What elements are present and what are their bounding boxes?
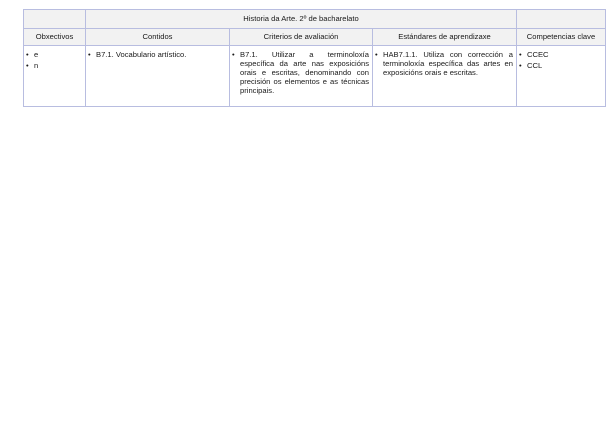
header-criteria: Criterios de avaliación <box>230 29 373 46</box>
table-title: Historia da Arte. 2º de bacharelato <box>86 10 517 29</box>
contents-list <box>88 50 226 59</box>
competences-cell <box>517 46 606 107</box>
competences-list <box>519 50 602 70</box>
list-item: • HAB7.1.1. Utiliza con corrección a terminoloxía específica das artes en exposicións orais e escritas. <box>375 50 513 77</box>
title-spacer-cell <box>24 10 86 29</box>
title-spacer-cell <box>517 10 606 29</box>
objectives-list <box>26 50 82 70</box>
list-item: • e <box>26 50 82 59</box>
list-item: • B7.1. Utilizar a terminoloxía específica da arte nas exposicións orais e escritas, denominando con precisión os elementos e as técnicas principais. <box>232 50 369 96</box>
criteria-cell <box>230 46 373 107</box>
curriculum-table <box>23 9 606 107</box>
header-row <box>24 29 606 46</box>
criteria-list <box>232 50 369 96</box>
list-item: • CCEC <box>519 50 602 59</box>
contents-cell <box>86 46 230 107</box>
list-item: • n <box>26 61 82 70</box>
header-contents: Contidos <box>86 29 230 46</box>
header-competences: Competencias clave <box>517 29 606 46</box>
standards-list <box>375 50 513 77</box>
table-row <box>24 46 606 107</box>
list-item: • CCL <box>519 61 602 70</box>
header-objectives: Obxectivos <box>24 29 86 46</box>
standards-cell <box>373 46 517 107</box>
objectives-cell <box>24 46 86 107</box>
list-item: • B7.1. Vocabulario artístico. <box>88 50 226 59</box>
header-standards: Estándares de aprendizaxe <box>373 29 517 46</box>
title-row <box>24 10 606 29</box>
